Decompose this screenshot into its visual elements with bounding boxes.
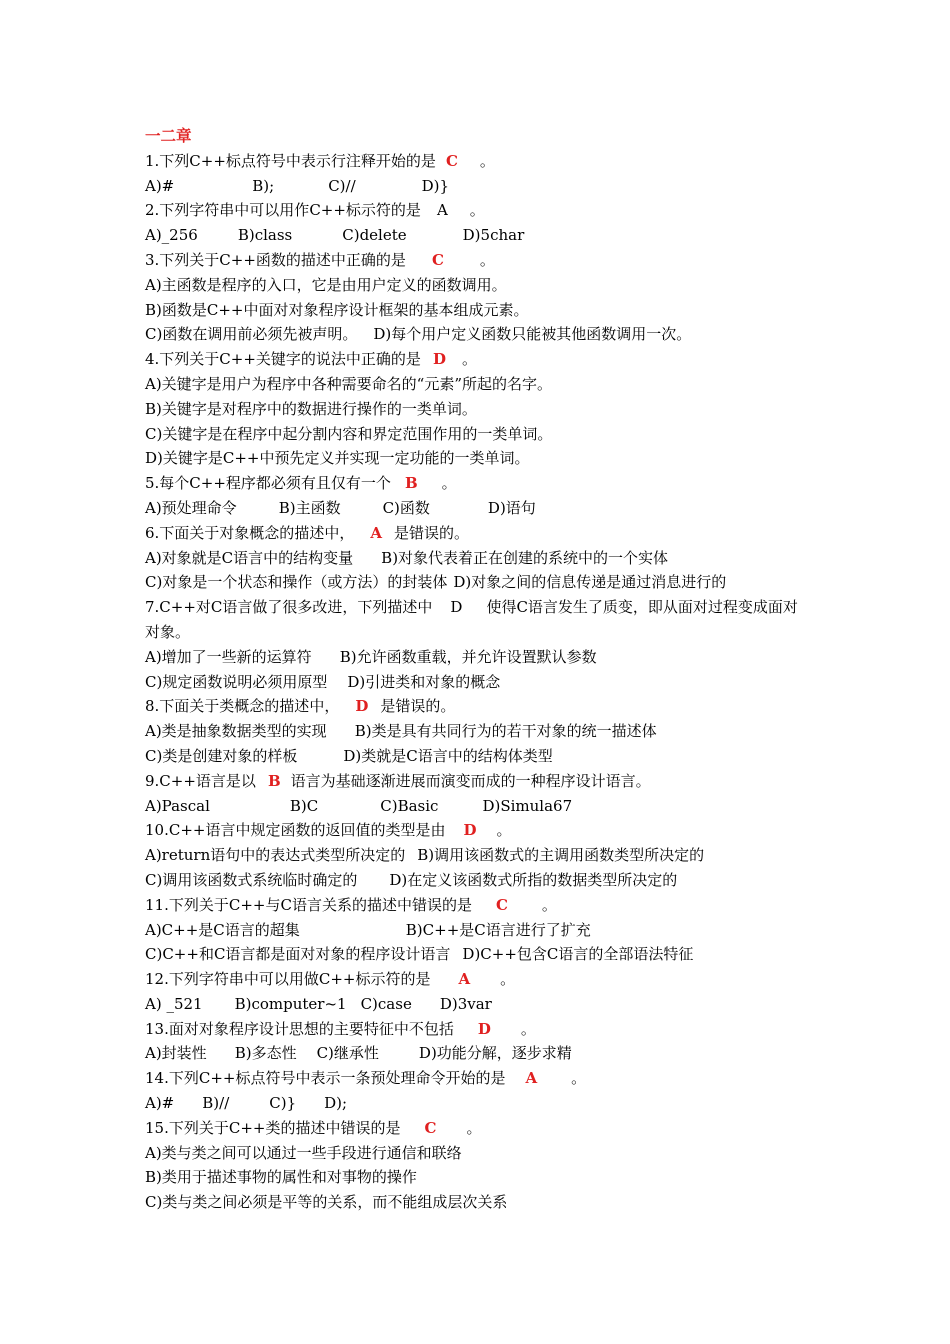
answer: C <box>431 250 444 269</box>
question-10-options-cd <box>145 868 825 893</box>
answer: A <box>458 970 471 989</box>
option-c: C)继承性 <box>316 1044 379 1063</box>
option-a: A)关键字是用户为程序中各种需要命名的“元素”所起的名字。 <box>145 374 553 393</box>
option-b: B)computer~1 <box>234 994 347 1013</box>
answer: D <box>463 821 477 840</box>
question-end: 。 <box>466 1118 482 1137</box>
question-7-options-ab <box>145 645 825 670</box>
option-d: D)类就是C语言中的结构体类型 <box>343 746 553 765</box>
option-a: A)增加了一些新的运算符 <box>145 647 312 666</box>
option-a: A)封装性 <box>145 1044 207 1063</box>
question-list <box>145 124 825 1215</box>
option-b: B)主函数 <box>278 498 341 517</box>
question-4 <box>145 347 825 372</box>
option-a: A)主函数是程序的入口，它是由用户定义的函数调用。 <box>145 275 507 294</box>
question-stem: 15.下列关于C++类的描述中错误的是 <box>145 1118 401 1137</box>
option-b: B)类是具有共同行为的若干对象的统一描述体 <box>354 722 657 741</box>
question-end: 。 <box>520 1019 536 1038</box>
option-c: C)C++和C语言都是面对对象的程序设计语言 <box>145 945 451 964</box>
question-13-options <box>145 1041 825 1066</box>
question-14-options <box>145 1091 825 1116</box>
option-b: B)class <box>237 226 293 245</box>
option-c: C)delete <box>342 226 407 245</box>
question-12-options <box>145 992 825 1017</box>
question-15 <box>145 1116 825 1141</box>
option-a: A)Pascal <box>145 796 210 815</box>
question-2-options <box>145 223 825 248</box>
answer: D <box>477 1019 491 1038</box>
question-5 <box>145 471 825 496</box>
question-5-options <box>145 496 825 521</box>
option-a: A)# <box>145 1094 175 1113</box>
option-a: A)C++是C语言的超集 <box>145 920 300 939</box>
question-2 <box>145 198 825 223</box>
question-stem: 8.下面关于类概念的描述中， <box>145 697 340 716</box>
answer: C <box>424 1118 437 1137</box>
question-end: 。 <box>496 821 512 840</box>
question-stem: 1.下列C++标点符号中表示行注释开始的是 <box>145 151 436 170</box>
answer: A <box>436 201 448 220</box>
question-end: 。 <box>469 201 485 220</box>
question-7-options-cd <box>145 670 825 695</box>
option-b: B)多态性 <box>234 1044 297 1063</box>
answer: A <box>370 523 382 542</box>
option-c: C)case <box>360 994 412 1013</box>
option-d: D)功能分解，逐步求精 <box>418 1044 572 1063</box>
option-d: D)引进类和对象的概念 <box>347 672 501 691</box>
option-d: D)语句 <box>487 498 536 517</box>
option-a: A)类是抽象数据类型的实现 <box>145 722 327 741</box>
option-b: B)函数是C++中面对对象程序设计框架的基本组成元素。 <box>145 300 529 319</box>
question-end: 使得C语言发生了质变，即从面对过程变成面对对象。 <box>145 598 798 641</box>
question-end: 是错误的。 <box>393 523 469 542</box>
option-b: B)关键字是对程序中的数据进行操作的一类单词。 <box>145 399 477 418</box>
question-end: 。 <box>461 350 477 369</box>
option-c: C)调用该函数式系统临时确定的 <box>145 870 358 889</box>
question-11 <box>145 893 825 918</box>
answer: D <box>355 697 369 716</box>
question-end: 。 <box>571 1069 587 1088</box>
option-b: B)C <box>289 796 319 815</box>
question-10-options-ab <box>145 843 825 868</box>
question-6 <box>145 521 825 546</box>
question-stem: 10.C++语言中规定函数的返回值的类型是由 <box>145 821 446 840</box>
question-end: 。 <box>479 250 495 269</box>
question-1-options <box>145 174 825 199</box>
option-c: C)关键字是在程序中起分割内容和界定范围作用的一类单词。 <box>145 424 553 443</box>
option-b: B); <box>252 176 275 195</box>
answer: D <box>432 350 446 369</box>
option-a: A)类与类之间可以通过一些手段进行通信和联络 <box>145 1143 462 1162</box>
option-a: A)return语句中的表达式类型所决定的 <box>145 846 406 865</box>
question-end: 。 <box>500 970 516 989</box>
question-stem: 6.下面关于对象概念的描述中， <box>145 523 355 542</box>
question-7 <box>145 595 810 645</box>
option-a: A)预处理命令 <box>145 498 237 517</box>
question-11-options-ab <box>145 918 825 943</box>
option-d: D)对象之间的信息传递是通过消息进行的 <box>453 573 727 592</box>
chapter-heading: 一二章 <box>145 126 192 145</box>
option-c: C)函数 <box>382 498 430 517</box>
option-d: D)关键字是C++中预先定义并实现一定功能的一类单词。 <box>145 449 530 468</box>
option-c: C)// <box>328 176 356 195</box>
option-a: A)对象就是C语言中的结构变量 <box>145 548 354 567</box>
option-d: D)Simula67 <box>482 796 573 815</box>
option-a: A) _521 <box>145 994 203 1013</box>
answer: C <box>445 151 458 170</box>
option-b: B)对象代表着正在创建的系统中的一个实体 <box>381 548 669 567</box>
option-c: C)函数在调用前必须先被声明。 <box>145 325 358 344</box>
option-d: D)3var <box>439 994 492 1013</box>
question-3 <box>145 248 825 273</box>
option-b: B)// <box>202 1094 230 1113</box>
question-9 <box>145 769 825 794</box>
answer: D <box>450 598 463 617</box>
question-stem: 11.下列关于C++与C语言关系的描述中错误的是 <box>145 895 472 914</box>
option-d: D); <box>324 1094 348 1113</box>
option-d: D)} <box>421 176 450 195</box>
question-end: 是错误的。 <box>380 697 456 716</box>
question-stem: 9.C++语言是以 <box>145 771 256 790</box>
option-b: B)调用该函数式的主调用函数类型所决定的 <box>417 846 705 865</box>
answer: B <box>267 771 281 790</box>
question-end: 。 <box>441 474 457 493</box>
question-stem: 7.C++对C语言做了很多改进，下列描述中 <box>145 598 433 617</box>
option-d: D)5char <box>462 226 525 245</box>
question-9-options <box>145 794 825 819</box>
question-10 <box>145 818 825 843</box>
option-c: C)类是创建对象的样板 <box>145 746 298 765</box>
option-c: C)类与类之间必须是平等的关系，而不能组成层次关系 <box>145 1193 508 1212</box>
option-b: B)允许函数重载，并允许设置默认参数 <box>339 647 597 666</box>
question-1 <box>145 149 825 174</box>
option-a: A)_256 <box>145 226 198 245</box>
option-a: A)# <box>145 176 175 195</box>
option-d: D)C++包含C语言的全部语法特征 <box>462 945 694 964</box>
question-stem: 13.面对对象程序设计思想的主要特征中不包括 <box>145 1019 454 1038</box>
question-stem: 3.下列关于C++函数的描述中正确的是 <box>145 250 406 269</box>
question-end: 。 <box>541 895 557 914</box>
question-14 <box>145 1066 825 1091</box>
answer: C <box>495 895 508 914</box>
question-8-options-cd <box>145 744 825 769</box>
question-stem: 2.下列字符串中可以用作C++标示符的是 <box>145 201 421 220</box>
question-8 <box>145 694 825 719</box>
question-end: 。 <box>479 151 495 170</box>
option-c: C)规定函数说明必须用原型 <box>145 672 328 691</box>
answer: B <box>404 474 418 493</box>
option-d: D)在定义该函数式所指的数据类型所决定的 <box>389 870 678 889</box>
question-stem: 14.下列C++标点符号中表示一条预处理命令开始的是 <box>145 1069 506 1088</box>
question-stem: 4.下列关于C++关键字的说法中正确的是 <box>145 350 421 369</box>
question-stem: 5.每个C++程序都必须有且仅有一个 <box>145 474 391 493</box>
question-3-options-cd <box>145 322 825 347</box>
question-6-options-cd <box>145 570 825 595</box>
question-8-options-ab <box>145 719 825 744</box>
option-d: D)每个用户定义函数只能被其他函数调用一次。 <box>373 325 692 344</box>
question-13 <box>145 1017 825 1042</box>
option-c: C)} <box>269 1094 297 1113</box>
question-6-options-ab <box>145 546 825 571</box>
option-c: C)Basic <box>380 796 439 815</box>
option-c: C)对象是一个状态和操作（或方法）的封装体 <box>145 573 448 592</box>
answer: A <box>525 1069 538 1088</box>
question-12 <box>145 967 825 992</box>
question-11-options-cd <box>145 942 825 967</box>
question-stem: 12.下列字符串中可以用做C++标示符的是 <box>145 970 431 989</box>
option-b: B)C++是C语言进行了扩充 <box>405 920 591 939</box>
option-b: B)类用于描述事物的属性和对事物的操作 <box>145 1168 417 1187</box>
question-end: 语言为基础逐渐进展而演变而成的一种程序设计语言。 <box>290 771 651 790</box>
